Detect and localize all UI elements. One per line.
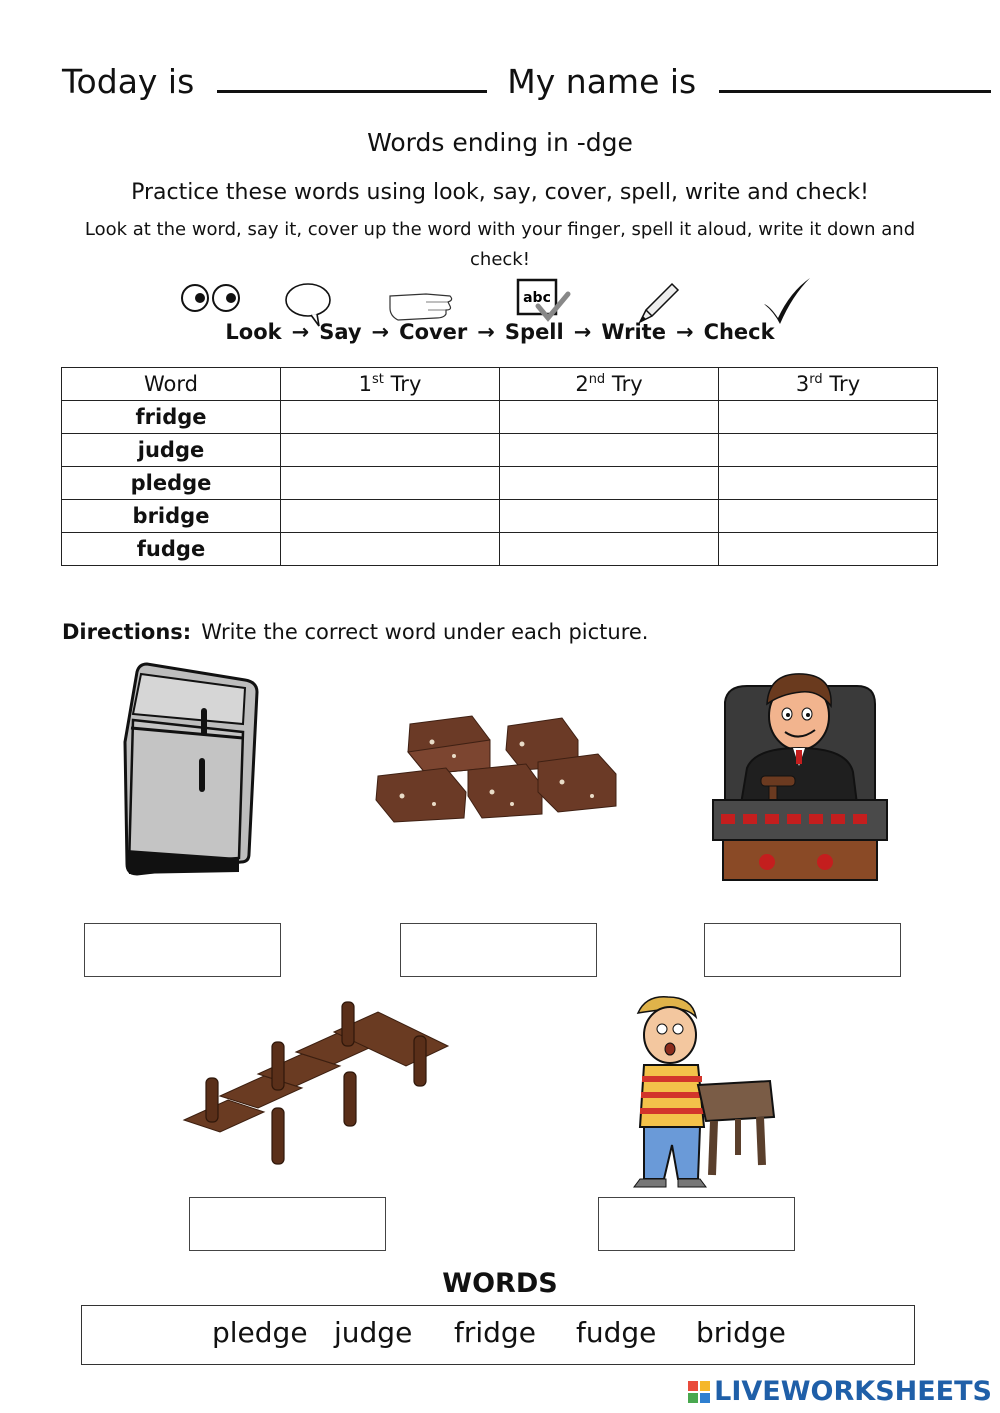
directions-label: Directions: (62, 620, 192, 644)
try-cell[interactable] (719, 401, 938, 434)
answer-box-pledge[interactable] (598, 1197, 795, 1251)
try-cell[interactable] (719, 500, 938, 533)
steps-row (0, 320, 1000, 344)
try-cell[interactable] (281, 434, 500, 467)
arrow-icon: → (477, 320, 495, 344)
table-row (62, 533, 938, 566)
header-second-try: 2nd Try (500, 368, 719, 401)
pencil-icon (640, 284, 678, 322)
directions-text: Write the correct word under each picture. (201, 620, 649, 644)
brand-text: LIVEWORKSHEETS (714, 1376, 992, 1407)
try-cell[interactable] (281, 401, 500, 434)
arrow-icon: → (675, 320, 694, 344)
word-bank-item: fudge (576, 1316, 657, 1349)
answer-box-fudge[interactable] (400, 923, 597, 977)
word-bank-item: fridge (454, 1316, 536, 1349)
judge-image (707, 668, 892, 883)
word-cell: judge (62, 434, 281, 467)
header-first-try: 1st Try (281, 368, 500, 401)
today-label: Today is (62, 62, 195, 101)
bridge-image (180, 998, 452, 1168)
name-blank[interactable] (719, 68, 991, 93)
fridge-image (115, 662, 265, 882)
header-word: Word (62, 368, 281, 401)
instructions: Look at the word, say it, cover up the word with your finger, spell it aloud, write it down and check! (84, 219, 916, 270)
try-cell[interactable] (719, 467, 938, 500)
practice-line: Practice these words using look, say, cover, spell, write and check! (131, 180, 869, 205)
step-check: Check (703, 320, 775, 344)
arrow-icon: → (291, 320, 310, 344)
word-cell: pledge (62, 467, 281, 500)
header-third-try: 3rd Try (719, 368, 938, 401)
boy-pledge-image (628, 995, 778, 1190)
step-look: Look (225, 320, 282, 344)
word-cell: fridge (62, 401, 281, 434)
word-bank (81, 1305, 915, 1365)
word-cell: fudge (62, 533, 281, 566)
fudge-image (372, 712, 622, 827)
practice-table (61, 367, 938, 566)
try-cell[interactable] (500, 533, 719, 566)
hand-cover-icon (390, 294, 452, 320)
table-row (62, 467, 938, 500)
eyes-icon (182, 285, 239, 311)
try-cell[interactable] (281, 467, 500, 500)
try-cell[interactable] (500, 500, 719, 533)
try-cell[interactable] (500, 467, 719, 500)
arrow-icon: → (573, 320, 592, 344)
word-bank-item: bridge (696, 1316, 786, 1349)
check-mark-icon (764, 278, 810, 324)
abc-check-icon (518, 280, 568, 318)
worksheet-title: Words ending in -dge (367, 128, 633, 157)
name-label: My name is (507, 62, 697, 101)
step-say: Say (319, 320, 362, 344)
liveworksheets-logo (688, 1376, 992, 1407)
table-row (62, 434, 938, 467)
table-header-row (62, 368, 938, 401)
try-cell[interactable] (281, 500, 500, 533)
word-bank-item: pledge (212, 1316, 308, 1349)
step-cover: Cover (399, 320, 468, 344)
try-cell[interactable] (500, 434, 719, 467)
word-bank-title: WORDS (442, 1268, 558, 1299)
svg-text:abc: abc (523, 290, 551, 306)
directions (62, 620, 648, 644)
try-cell[interactable] (719, 434, 938, 467)
try-cell[interactable] (281, 533, 500, 566)
logo-mark-icon (688, 1381, 710, 1403)
header-line (62, 62, 991, 101)
step-spell: Spell (504, 320, 564, 344)
try-cell[interactable] (719, 533, 938, 566)
arrow-icon: → (371, 320, 390, 344)
table-row (62, 500, 938, 533)
step-write: Write (601, 320, 666, 344)
answer-box-bridge[interactable] (189, 1197, 386, 1251)
today-blank[interactable] (217, 68, 487, 93)
table-row (62, 401, 938, 434)
word-cell: bridge (62, 500, 281, 533)
try-cell[interactable] (500, 401, 719, 434)
answer-box-fridge[interactable] (84, 923, 281, 977)
word-bank-item: judge (334, 1316, 413, 1349)
answer-box-judge[interactable] (704, 923, 901, 977)
